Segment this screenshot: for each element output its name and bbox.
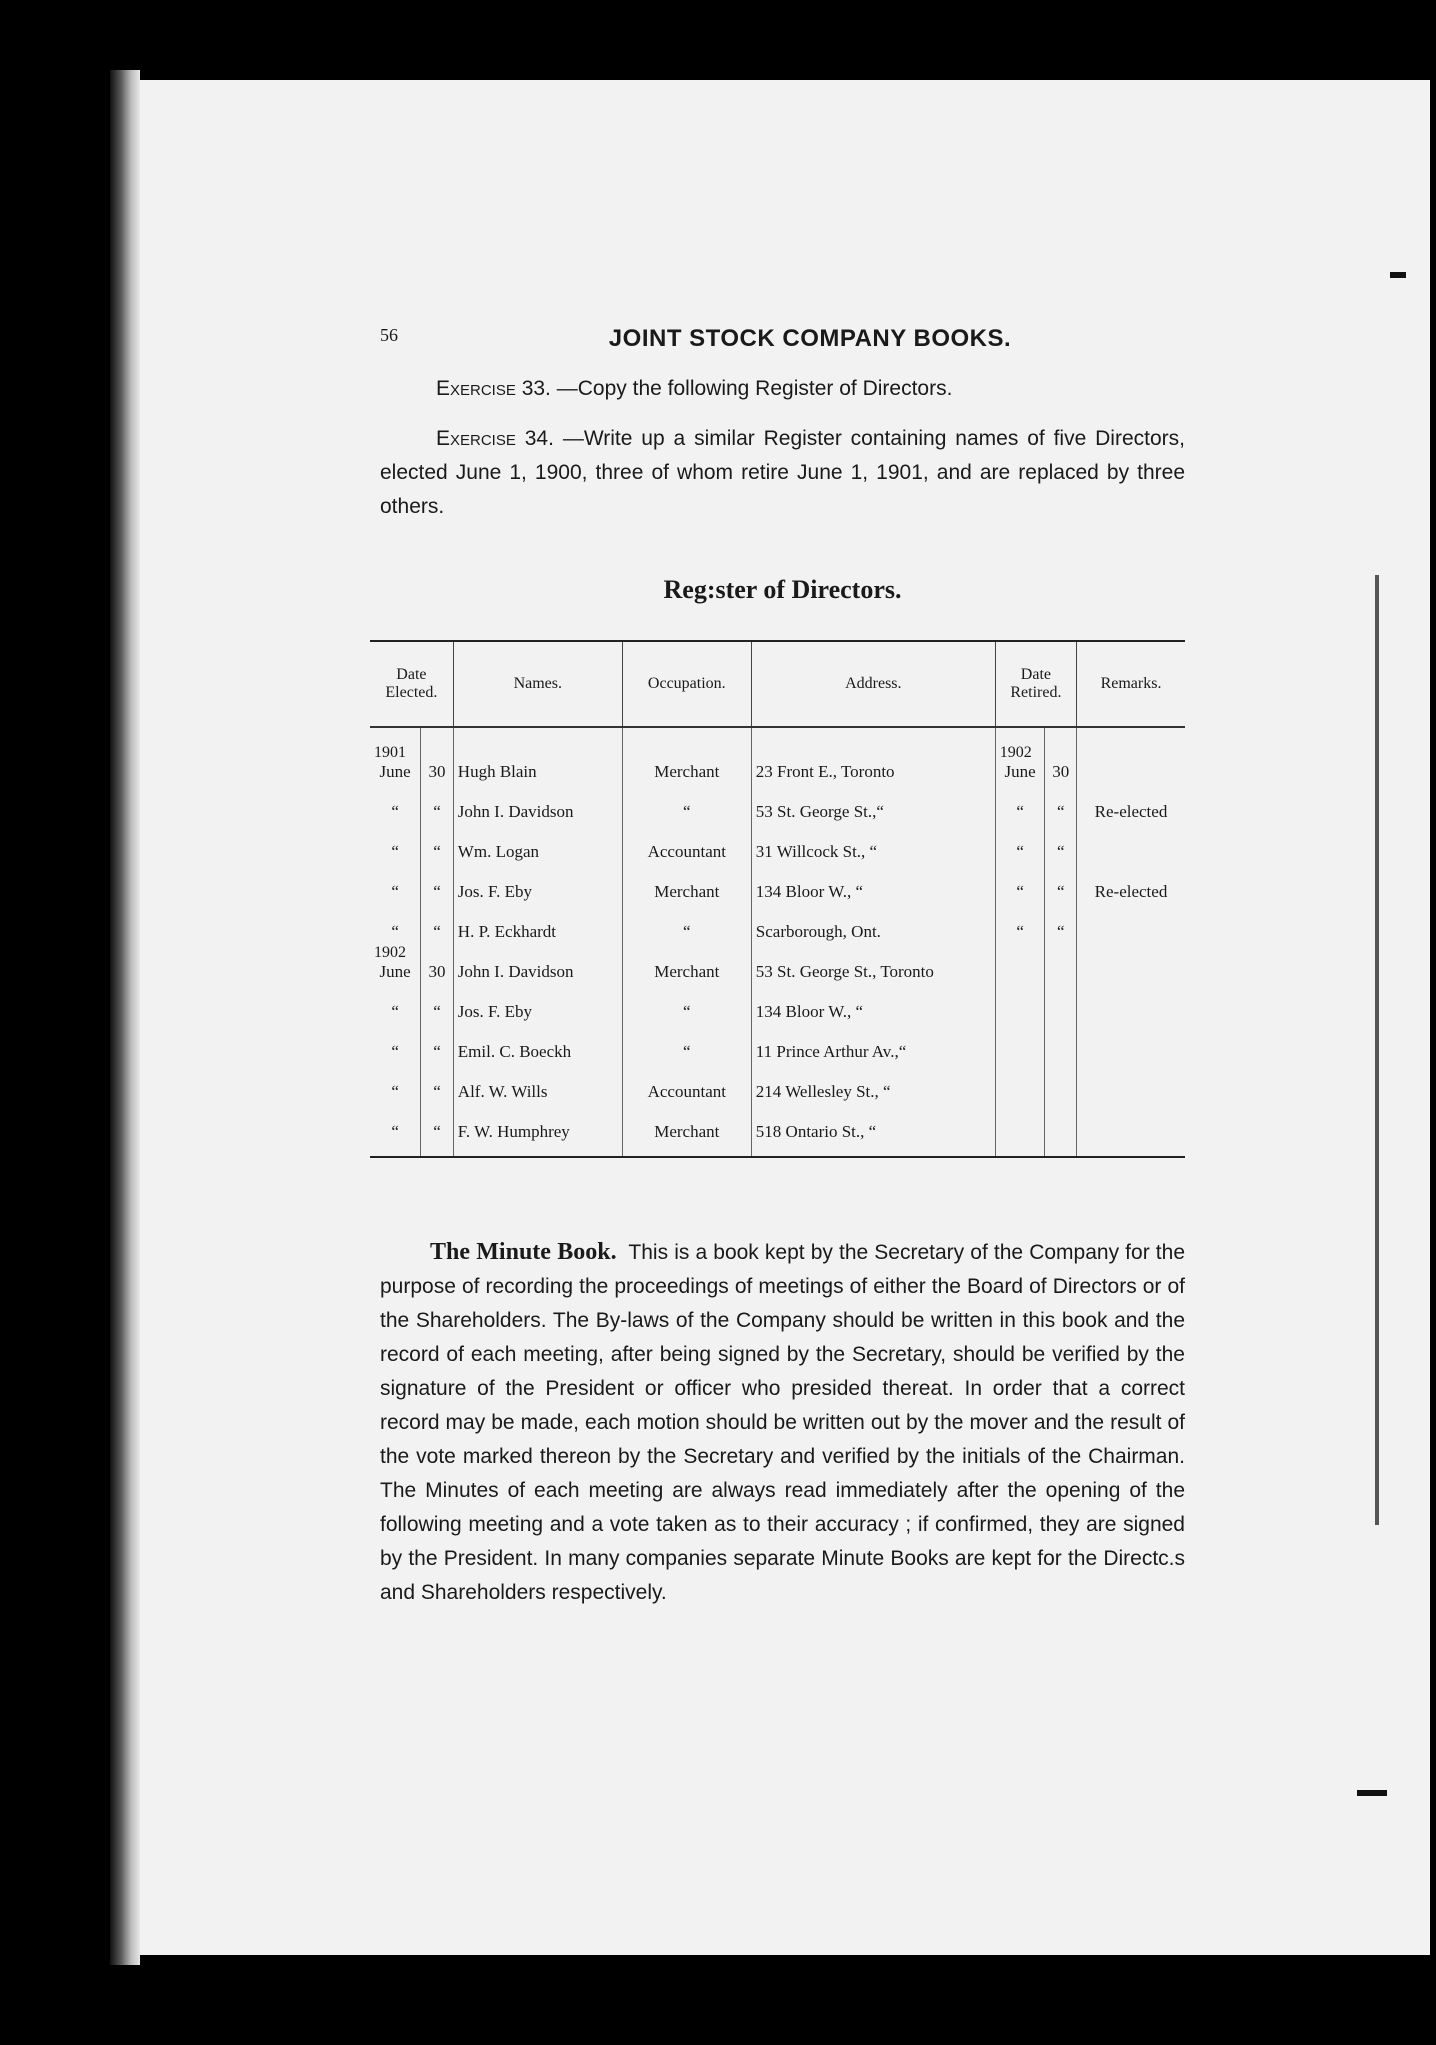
month: June: [379, 962, 411, 981]
spacer-cell: [751, 1142, 995, 1157]
header-occupation: Occupation.: [622, 641, 751, 727]
minute-book-text: This is a book kept by the Secretary of the Company for the purpose of recording the proceedings of meetings of either the Board of Directors or of the Shareholders. The By-laws of the Company should be written in this book and the record of each meeting, after being signed by the Secretary, should be verified by the signature of the President or officer who presided thereat. In order that a correct record may be made, each motion should be written out by the mover and the result of the vote marked thereon by the Secretary and verified by the initials of the Chairman. The Minutes of each meeting are always read immediately after the opening of the following meeting and a vote taken as to their accuracy ; if confirmed, they are signed by the President. In many companies separate Minute Books are kept for the Directc.s and Shareholders respectively.: [380, 1241, 1185, 1604]
year: 1902: [374, 944, 406, 961]
remarks-cell: [1077, 942, 1186, 982]
minute-book-section: [380, 1235, 1185, 1610]
header-date-elected: Date Elected.: [370, 641, 453, 727]
spacer-cell: [453, 1142, 622, 1157]
date-retired-cell: [995, 1022, 1045, 1062]
date-elected-cell: [370, 902, 421, 942]
date-retired-cell: [995, 822, 1045, 862]
spacer-cell: [1077, 1142, 1186, 1157]
remarks-cell: [1077, 1102, 1186, 1142]
date-elected-cell: [370, 982, 421, 1022]
retired-month: “: [1016, 802, 1024, 821]
exercise-33: [380, 372, 1185, 406]
retired-month: “: [1016, 882, 1024, 901]
date-retired-cell: [995, 742, 1045, 782]
remarks-cell: [1077, 902, 1186, 942]
address-cell: 53 St. George St.,“: [751, 782, 995, 822]
date-retired-cell: [995, 1102, 1045, 1142]
register-spacer-row: [370, 1142, 1185, 1157]
spacer-cell: [1077, 727, 1186, 742]
address-cell: 214 Wellesley St., “: [751, 1062, 995, 1102]
table-row: [370, 1062, 1185, 1102]
month: “: [391, 802, 399, 821]
occupation-cell: “: [622, 782, 751, 822]
month: “: [391, 1122, 399, 1141]
day-cell: “: [421, 862, 454, 902]
register-spacer-row: [370, 727, 1185, 742]
day-cell: “: [421, 1022, 454, 1062]
retired-month: June: [1004, 762, 1036, 781]
spacer-cell: [453, 727, 622, 742]
register-title: Reg:ster of Directors.: [663, 575, 902, 604]
name-cell: H. P. Eckhardt: [453, 902, 622, 942]
occupation-cell: Accountant: [622, 822, 751, 862]
date-elected-cell: [370, 1022, 421, 1062]
table-row: [370, 902, 1185, 942]
table-row: [370, 822, 1185, 862]
running-header: JOINT STOCK COMPANY BOOKS.: [608, 325, 1012, 352]
date-elected-cell: [370, 1062, 421, 1102]
name-cell: F. W. Humphrey: [453, 1102, 622, 1142]
book-spine: [110, 70, 140, 1965]
occupation-cell: “: [622, 902, 751, 942]
day-cell: 30: [421, 942, 454, 982]
register-body: [370, 727, 1185, 1157]
occupation-cell: “: [622, 1022, 751, 1062]
address-cell: 23 Front E., Toronto: [751, 742, 995, 782]
retired-day-cell: “: [1045, 902, 1077, 942]
page-edge-line: [1375, 575, 1379, 1525]
table-row: [370, 1022, 1185, 1062]
name-cell: Wm. Logan: [453, 822, 622, 862]
address-cell: 134 Bloor W., “: [751, 862, 995, 902]
header-date-retired: Date Retired.: [995, 641, 1076, 727]
margin-mark: [1357, 1790, 1387, 1796]
retired-day-cell: [1045, 982, 1077, 1022]
spacer-cell: [622, 727, 751, 742]
spacer-cell: [370, 727, 421, 742]
date-elected-cell: [370, 942, 421, 982]
retired-day-cell: 30: [1045, 742, 1077, 782]
exercise-34: [380, 422, 1185, 524]
name-cell: Alf. W. Wills: [453, 1062, 622, 1102]
date-elected-cell: [370, 1102, 421, 1142]
table-row: [370, 942, 1185, 982]
header-remarks: Remarks.: [1077, 641, 1186, 727]
register-header-row: [370, 641, 1185, 727]
occupation-cell: “: [622, 982, 751, 1022]
date-elected-cell: [370, 822, 421, 862]
month: “: [391, 882, 399, 901]
name-cell: John I. Davidson: [453, 782, 622, 822]
exercise-number: 34.: [524, 427, 554, 450]
day-cell: “: [421, 982, 454, 1022]
table-row: [370, 982, 1185, 1022]
address-cell: 31 Willcock St., “: [751, 822, 995, 862]
retired-day-cell: [1045, 942, 1077, 982]
retired-year: 1902: [999, 744, 1032, 761]
retired-day-cell: [1045, 1062, 1077, 1102]
date-retired-cell: [995, 982, 1045, 1022]
month: “: [391, 842, 399, 861]
remarks-cell: [1077, 742, 1186, 782]
month: “: [391, 922, 399, 941]
date-retired-cell: [995, 782, 1045, 822]
day-cell: “: [421, 782, 454, 822]
day-cell: “: [421, 902, 454, 942]
header-address: Address.: [751, 641, 995, 727]
remarks-cell: [1077, 1022, 1186, 1062]
exercise-text: —Write up a similar Register containing names of five Directors, elected June 1, 1900, three of whom retire June 1, 1901, and are replaced by three others.: [380, 427, 1185, 518]
spacer-cell: [995, 1142, 1045, 1157]
date-retired-cell: [995, 1062, 1045, 1102]
address-cell: 53 St. George St., Toronto: [751, 942, 995, 982]
date-elected-cell: [370, 862, 421, 902]
exercise-label: Exercise: [436, 377, 516, 400]
month: “: [391, 1042, 399, 1061]
spacer-cell: [622, 1142, 751, 1157]
date-elected-cell: [370, 742, 421, 782]
table-row: [370, 862, 1185, 902]
retired-day-cell: “: [1045, 862, 1077, 902]
header-names: Names.: [453, 641, 622, 727]
occupation-cell: Merchant: [622, 1102, 751, 1142]
date-elected-cell: [370, 782, 421, 822]
day-cell: 30: [421, 742, 454, 782]
spacer-cell: [421, 727, 454, 742]
spacer-cell: [1045, 727, 1077, 742]
year: 1901: [374, 744, 406, 761]
remarks-cell: Re-elected: [1077, 782, 1186, 822]
table-row: [370, 1102, 1185, 1142]
table-row: [370, 782, 1185, 822]
margin-mark: [1390, 272, 1406, 278]
spacer-cell: [421, 1142, 454, 1157]
spacer-cell: [370, 1142, 421, 1157]
remarks-cell: [1077, 1062, 1186, 1102]
address-cell: Scarborough, Ont.: [751, 902, 995, 942]
retired-month: “: [1016, 922, 1024, 941]
minute-book-title: The Minute Book.: [430, 1239, 617, 1265]
occupation-cell: Merchant: [622, 862, 751, 902]
name-cell: John I. Davidson: [453, 942, 622, 982]
register-table: [370, 640, 1185, 1158]
month: “: [391, 1082, 399, 1101]
table-row: [370, 742, 1185, 782]
day-cell: “: [421, 822, 454, 862]
occupation-cell: Merchant: [622, 742, 751, 782]
address-cell: 134 Bloor W., “: [751, 982, 995, 1022]
date-retired-cell: [995, 862, 1045, 902]
name-cell: Emil. C. Boeckh: [453, 1022, 622, 1062]
spacer-cell: [751, 727, 995, 742]
spacer-cell: [1045, 1142, 1077, 1157]
retired-month: “: [1016, 842, 1024, 861]
retired-day-cell: [1045, 1102, 1077, 1142]
remarks-cell: [1077, 822, 1186, 862]
month: “: [391, 1002, 399, 1021]
spacer-cell: [995, 727, 1045, 742]
address-cell: 11 Prince Arthur Av.,“: [751, 1022, 995, 1062]
date-retired-cell: [995, 902, 1045, 942]
name-cell: Jos. F. Eby: [453, 982, 622, 1022]
exercise-label: Exercise: [436, 427, 516, 450]
retired-day-cell: “: [1045, 782, 1077, 822]
address-cell: 518 Ontario St., “: [751, 1102, 995, 1142]
date-retired-cell: [995, 942, 1045, 982]
day-cell: “: [421, 1102, 454, 1142]
retired-day-cell: [1045, 1022, 1077, 1062]
exercise-number: 33.: [521, 377, 551, 400]
retired-day-cell: “: [1045, 822, 1077, 862]
occupation-cell: Accountant: [622, 1062, 751, 1102]
day-cell: “: [421, 1062, 454, 1102]
remarks-cell: [1077, 982, 1186, 1022]
month: June: [379, 762, 411, 781]
name-cell: Jos. F. Eby: [453, 862, 622, 902]
name-cell: Hugh Blain: [453, 742, 622, 782]
exercise-text: —Copy the following Register of Directors.: [556, 377, 953, 400]
page-number: 56: [380, 325, 398, 345]
remarks-cell: Re-elected: [1077, 862, 1186, 902]
occupation-cell: Merchant: [622, 942, 751, 982]
